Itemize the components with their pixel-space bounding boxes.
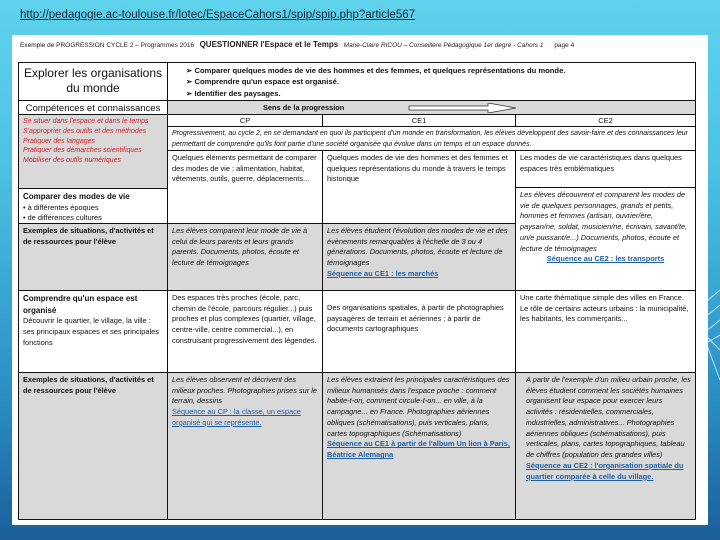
section1-ce2: Les modes de vie caractéristiques dans quelques espaces très emblématiques xyxy=(515,150,696,188)
section2-examples-label: Exemples de situations, d'activités et de ressources pour l'élève xyxy=(18,372,168,520)
section1-cp: Quelques éléments permettant de comparer des modes de vie : alimentation, habitat, vêtements, outils, guerre, déplacements... xyxy=(167,150,323,224)
theme-bullet: ➢ Identifier des paysages. xyxy=(186,88,281,98)
skill-item: Se situer dans l'espace et dans le temps xyxy=(23,118,149,125)
skill-item: Mobiliser des outils numériques xyxy=(23,157,122,165)
section1-examples-label: Exemples de situations, d'activités et de ressources pour l'élève xyxy=(18,223,168,291)
header-program: Exemple de PROGRESSION CYCLE 2 – Programmes 2016 xyxy=(20,42,195,49)
theme-bullet: ➢ Comprendre qu'un espace est organisé. xyxy=(186,77,339,87)
section2-cp: Des espaces très proches (école, parc, chemin de l'école, parcours régulier...) puis proches et plus complexes (quartier, village, centre-ville, centre commercial...), en construisant progressivement des légendes. xyxy=(167,290,323,373)
intro-text: Progressivement, au cycle 2, en se demandant en quoi ils participent d'un monde en transformation, les élèves développent des savoir-faire et des connaissances leur permettant de comprendre qu'ils font partie d'une société organisée qui évolue dans un temps et un espace donnés. xyxy=(167,126,696,151)
example-text: Les élèves observent et décrivent des milieux proches. Photographies prises sur le terrain, dessins xyxy=(172,375,318,406)
section2-ce1: Des organisations spatiales, à partir de photographies paysagères de terrain et aériennes ; à partir de documents cartographiques xyxy=(322,290,516,373)
theme-bullets xyxy=(167,62,696,101)
sequence-ce1-marches-link[interactable]: Séquence au CE1 : les marchés xyxy=(327,268,439,278)
sequence-ce2-quartier-link[interactable]: Séquence au CE2 : l'organisation spatiale du quartier comparée à celle du village. xyxy=(526,460,684,481)
section1-title: Comparer des modes de vie xyxy=(23,192,130,201)
example-text: Les élèves étudient l'évolution des modes de vie et des évènements remarquables à l'échelle de 3 ou 4 générations. Documents, photos, écoute et lecture de témoignages xyxy=(327,226,508,268)
theme-bullet: ➢ Comparer quelques modes de vie des hommes et des femmes, et quelques représentations du monde. xyxy=(186,66,566,75)
document-header xyxy=(20,40,574,49)
section2-ce2: Une carte thématique simple des villes en France. Le rôle de certains acteurs urbains : la municipalité, les habitants, les commerçants... xyxy=(515,290,696,373)
section2-title-cell xyxy=(18,290,168,373)
section2-example-cp xyxy=(167,372,323,520)
sequence-ce1-lion-link[interactable]: Séquence au CE1 à partir de l'album Un lion à Paris, Béatrice Alemagna xyxy=(327,439,510,460)
section2-title: Comprendre qu'un espace est organisé xyxy=(23,294,138,315)
sequence-cp-classe-link[interactable]: Séquence au CP : la classe, un espace organisé qui se représente. xyxy=(172,407,301,427)
section1-title-cell xyxy=(18,188,168,224)
section2-example-ce1 xyxy=(322,372,516,520)
section1-ce1: Quelques modes de vie des hommes et des femmes et quelques représentations du monde à travers le temps historique xyxy=(322,150,516,224)
arrow-right-icon xyxy=(408,103,518,113)
section1-sub: • de différences cultures xyxy=(23,213,102,223)
skill-item: Pratiquer des démarches scientifiques xyxy=(23,147,142,155)
level-ce1: CE1 xyxy=(322,114,516,127)
progression-row xyxy=(167,100,696,115)
level-ce2: CE2 xyxy=(515,114,696,127)
section1-example-ce2 xyxy=(515,187,696,291)
skill-item: S'approprier des outils et des méthodes xyxy=(23,127,147,135)
example-text: Les élèves découvrent et comparent les modes de vie de quelques personnages, grands et petits, hommes et femmes (artisan, ouvrier/ère, paysan/ne, soldat, musicien/ne, écrivain, savant/te, un/e puissant/e...) Documents, photos, écoute et lecture de témoignages xyxy=(520,190,688,253)
skills-list xyxy=(18,114,168,189)
section2-sub: Découvrir le quartier, le village, la ville : ses principaux espaces et ses principales fonctions xyxy=(23,316,159,347)
header-title: QUESTIONNER l'Espace et le Temps xyxy=(199,40,339,49)
theme-title: Explorer les organisations du monde xyxy=(18,62,168,101)
source-url-link[interactable]: http://pedagogie.ac-toulouse.fr/lotec/EspaceCahors1/spip/spip.php?article567 xyxy=(20,9,416,21)
header-author: Marie-Claire RICOU – Conseillère Pédagogique 1er degré - Cahors 1 xyxy=(343,42,544,49)
header-page: page 4 xyxy=(554,42,575,49)
level-cp: CP xyxy=(167,114,323,127)
progression-label: Sens de la progression xyxy=(263,103,345,112)
sequence-ce2-transports-link[interactable]: Séquence au CE2 : les transports xyxy=(546,254,665,264)
document-page xyxy=(12,35,708,525)
competences-label: Compétences et connaissances xyxy=(18,100,168,115)
section1-example-ce1 xyxy=(322,223,516,291)
skill-item: Pratiquer des langages xyxy=(23,137,95,145)
section1-sub: • à différentes époques xyxy=(23,202,99,212)
example-text: A partir de l'exemple d'un milieu urbain proche, les élèves étudient comment les sociétés humaines organisent leur espace pour exercer leurs activités : résidentielles, commerciales, industrielles, administratives... Photographies aériennes obliques (schématisations), puis verticales, plans, cartes topographiques, tableau de chiffres (population des grandes villes) xyxy=(526,375,691,460)
section1-example-cp: Les élèves comparent leur mode de vie à celui de leurs parents et leurs grands parents. Documents, photos, écoute et lecture de témoignages xyxy=(167,223,323,291)
section2-example-ce2 xyxy=(515,372,696,520)
example-text: Les élèves extraient les principales caractéristiques des milieux humanisés dans l'espace proche : comment habite-t-on, comment circule-t-on... en ville, à la campagne... en France. Photographies aériennes obliques (schématisations), puis verticales, plans, cartes topographiques (Schématisations) xyxy=(327,375,510,438)
